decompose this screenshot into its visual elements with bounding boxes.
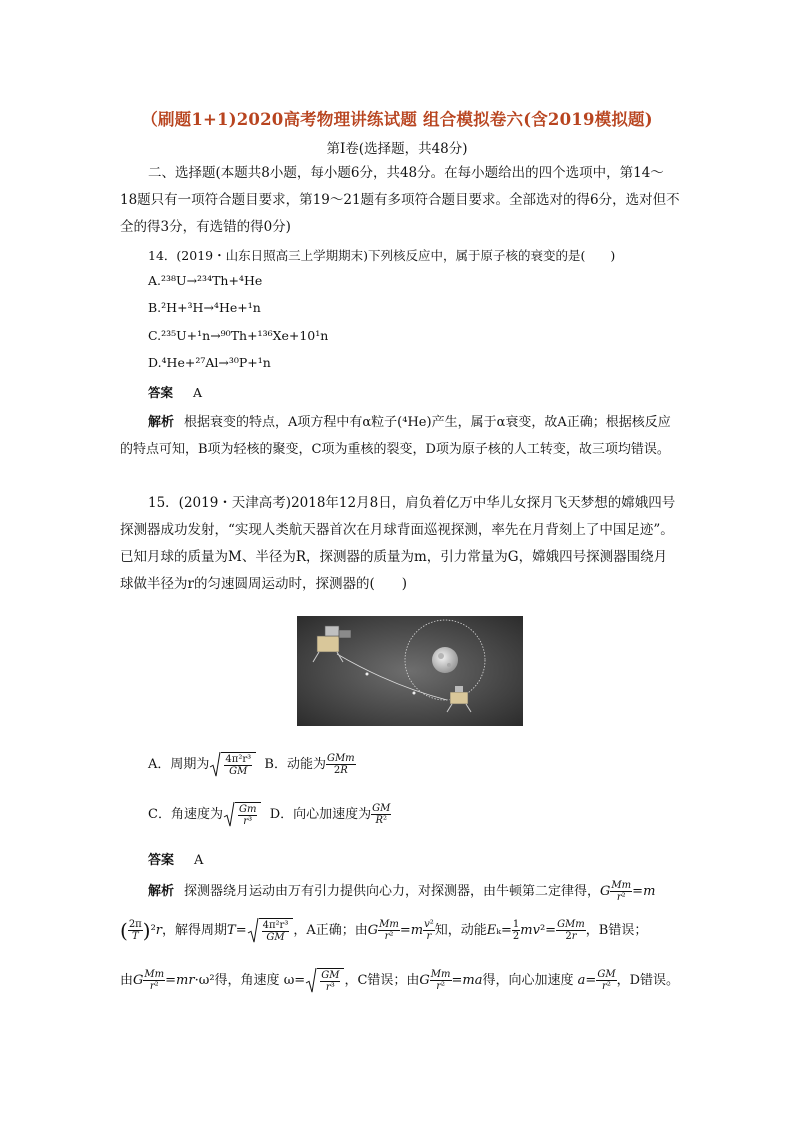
q15-answer-row	[148, 849, 203, 868]
paper-title: （刷题1+1)2020高考物理讲练试题 组合模拟卷六(含2019模拟题)	[141, 110, 653, 129]
q14-analysis	[120, 409, 680, 463]
sqrt-period: $\frac{\text{4π²r³}}{GM}$	[209, 752, 256, 777]
q15-option-c-text: C．角速度为	[148, 807, 223, 822]
q15-options-cd: C．角速度为 $\frac{Gm}{\text{r³}}$ D．向心加速度为 $\frac{GM}{\text{R²}}$	[148, 803, 391, 827]
q14-option-a: A.²³⁸U→²³⁴Th+⁴He	[148, 273, 263, 288]
q15-option-d-text: D．向心加速度为	[269, 807, 372, 822]
q15-analysis-line1: 解析 探测器绕月运动由万有引力提供向心力，对探测器，由牛顿第二定律得，G $\frac{Mm}{\text{r²}}$ =m	[148, 880, 656, 903]
q15-option-b-text: B．动能为	[264, 757, 326, 772]
q14-answer-label: 答案	[148, 385, 174, 400]
q14-answer: A	[193, 385, 203, 400]
q15-analysis-line2: ( $\frac{2\pi}{T}$ )²r，解得周期T= $\frac{\text{4π²r³}}{GM}$ ，A正确；由G $\frac{Mm}{\text{r²}}$ =m $\frac{\text{v²}}{r}$ 知，动能Eₖ= $\frac{1}{2}$ mv²= $\frac{\text{GMm}}{2r}$ ，B错误；	[120, 918, 648, 943]
q15-answer-label: 答案	[148, 853, 175, 868]
q14-analysis-label: 解析	[148, 415, 175, 430]
q14-analysis-text: 根据衰变的特点，A项方程中有α粒子(⁴He)产生，属于α衰变，故A正确；根据核反应的特点可知，B项为轻核的聚变，C项为重核的裂变，D项为原子核的人工转变，故三项均错误。	[120, 415, 671, 457]
sqrt-angular: $\frac{Gm}{\text{r³}}$	[223, 802, 261, 827]
q14-option-d: D.⁴He+²⁷Al→³⁰P+¹n	[148, 355, 271, 370]
moon-icon	[432, 647, 458, 673]
q14-stem: 14．(2019・山东日照高三上学期期末)下列核反应中，属于原子核的衰变的是( )	[148, 248, 616, 263]
q14-option-b: B.²H+³H→⁴He+¹n	[148, 300, 261, 315]
q15-analysis-line3: 由G $\frac{Mm}{\text{r²}}$ =mr·ω²得，角速度 ω= $\frac{GM}{\text{r³}}$ ，C错误；由G $\frac{Mm}{\text{r²}}$ =ma得，向心加速度 a= $\frac{GM}{\text{r²}}$ ，D错误。	[120, 969, 679, 993]
lunar-probe-figure	[297, 616, 523, 726]
q15-options-ab: A．周期为 $\frac{\text{4π²r³}}{GM}$ B．动能为 $\frac{\text{GMm}}{2R}$	[148, 753, 355, 777]
q14-option-c: C.²³⁵U+¹n→⁹⁰Th+¹³⁶Xe+10¹n	[148, 328, 329, 343]
q15-option-a-text: A．周期为	[148, 757, 210, 772]
q15-answer: A	[194, 853, 204, 868]
q15-analysis-label: 解析	[148, 884, 175, 899]
section-intro: 二、选择题(本题共8小题，每小题6分，共48分。在每小题给出的四个选项中，第14～18题只有一项符合题目要求，第19～21题有多项符合题目要求。全部选对的得6分，选对但不全的得3分，有选错的得0分)	[120, 165, 680, 235]
q15-stem: 15．(2019・天津高考)2018年12月8日，肩负着亿万中华儿女探月飞天梦想的嫦娥四号探测器成功发射，“实现人类航天器首次在月球背面巡视探测，率先在月背刻上了中国足迹”。已知月球的质量为M、半径为R，探测器的质量为m，引力常量为G，嫦娥四号探测器围绕月球做半径为r的匀速圆周运动时，探测器的( )	[120, 495, 676, 592]
section-subtitle: 第Ⅰ卷(选择题，共48分)	[326, 141, 468, 157]
q14-answer-row	[148, 383, 202, 401]
